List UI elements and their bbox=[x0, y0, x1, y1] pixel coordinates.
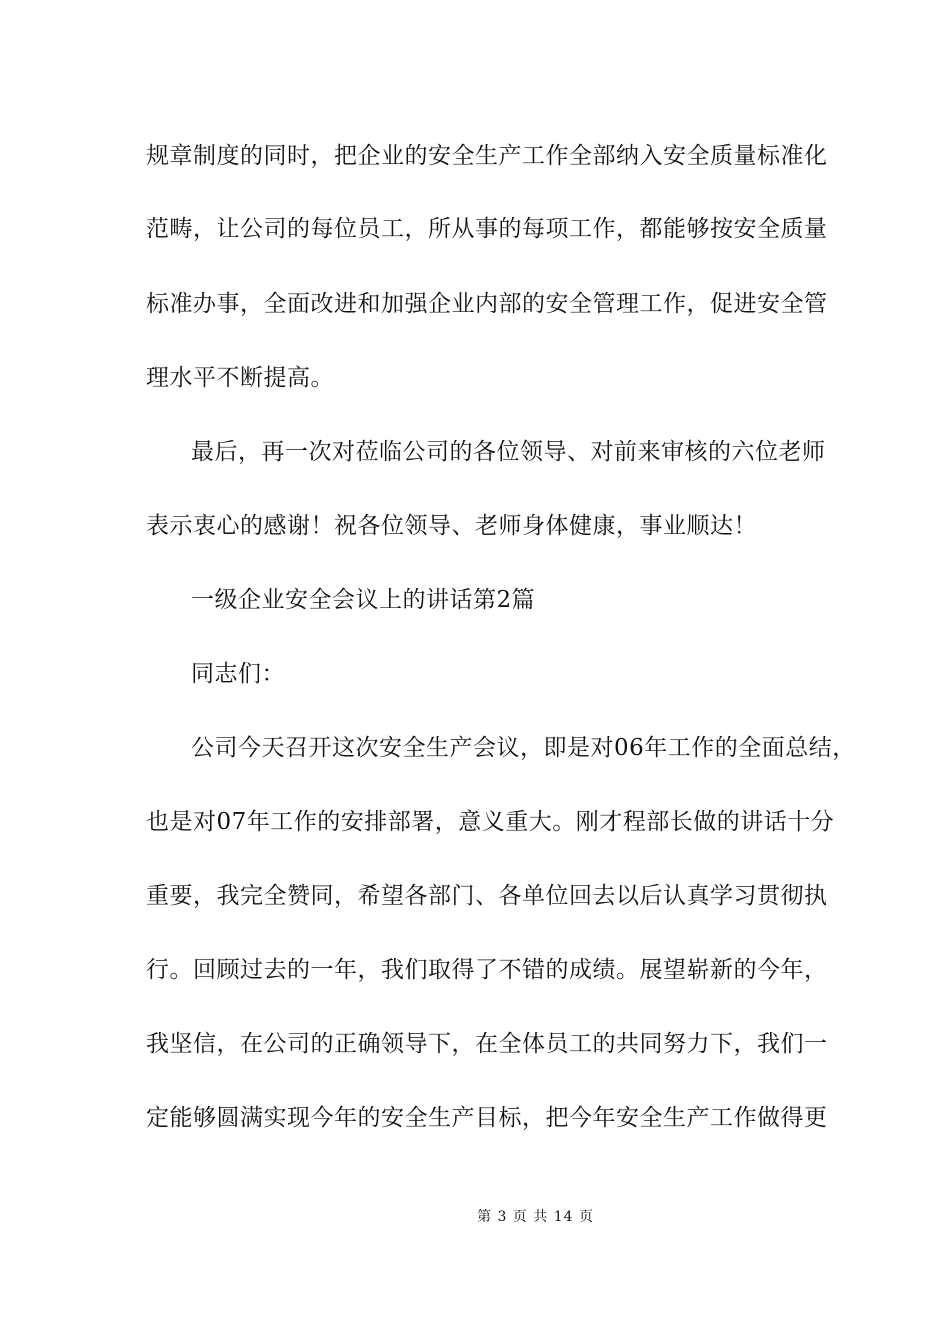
paragraph-line: 最后，再一次对莅临公司的各位领导、对前来审核的六位老师 bbox=[191, 439, 826, 465]
paragraph-line: 范畴，让公司的每位员工，所从事的每项工作，都能够按安全质量 bbox=[146, 216, 828, 242]
paragraph-line: 我坚信，在公司的正确领导下，在全体员工的共同努力下，我们一 bbox=[146, 1031, 828, 1057]
paragraph-line: 规章制度的同时，把企业的安全生产工作全部纳入安全质量标准化 bbox=[146, 143, 828, 169]
section-heading: 一级企业安全会议上的讲话第2篇 bbox=[191, 587, 536, 613]
paragraph-line: 公司今天召开这次安全生产会议，即是对06年工作的全面总结， bbox=[191, 735, 856, 761]
paragraph-line: 重要，我完全赞同，希望各部门、各单位回去以后认真学习贯彻执 bbox=[146, 883, 828, 909]
salutation: 同志们： bbox=[191, 661, 285, 687]
paragraph-line: 行。回顾过去的一年，我们取得了不错的成绩。展望崭新的今年， bbox=[146, 957, 828, 983]
paragraph-line: 也是对07年工作的安排部署，意义重大。刚才程部长做的讲话十分 bbox=[146, 809, 835, 835]
paragraph-line: 标准办事，全面改进和加强企业内部的安全管理工作，促进安全管 bbox=[146, 291, 828, 317]
page-footer bbox=[0, 1207, 950, 1227]
paragraph-line: 表示衷心的感谢！祝各位领导、老师身体健康，事业顺达！ bbox=[146, 513, 757, 539]
paragraph-line: 理水平不断提高。 bbox=[146, 365, 334, 391]
page-number-label: 第 3 页 共 14 页 bbox=[477, 1209, 594, 1225]
paragraph-line: 定能够圆满实现今年的安全生产目标，把今年安全生产工作做得更 bbox=[146, 1105, 828, 1131]
